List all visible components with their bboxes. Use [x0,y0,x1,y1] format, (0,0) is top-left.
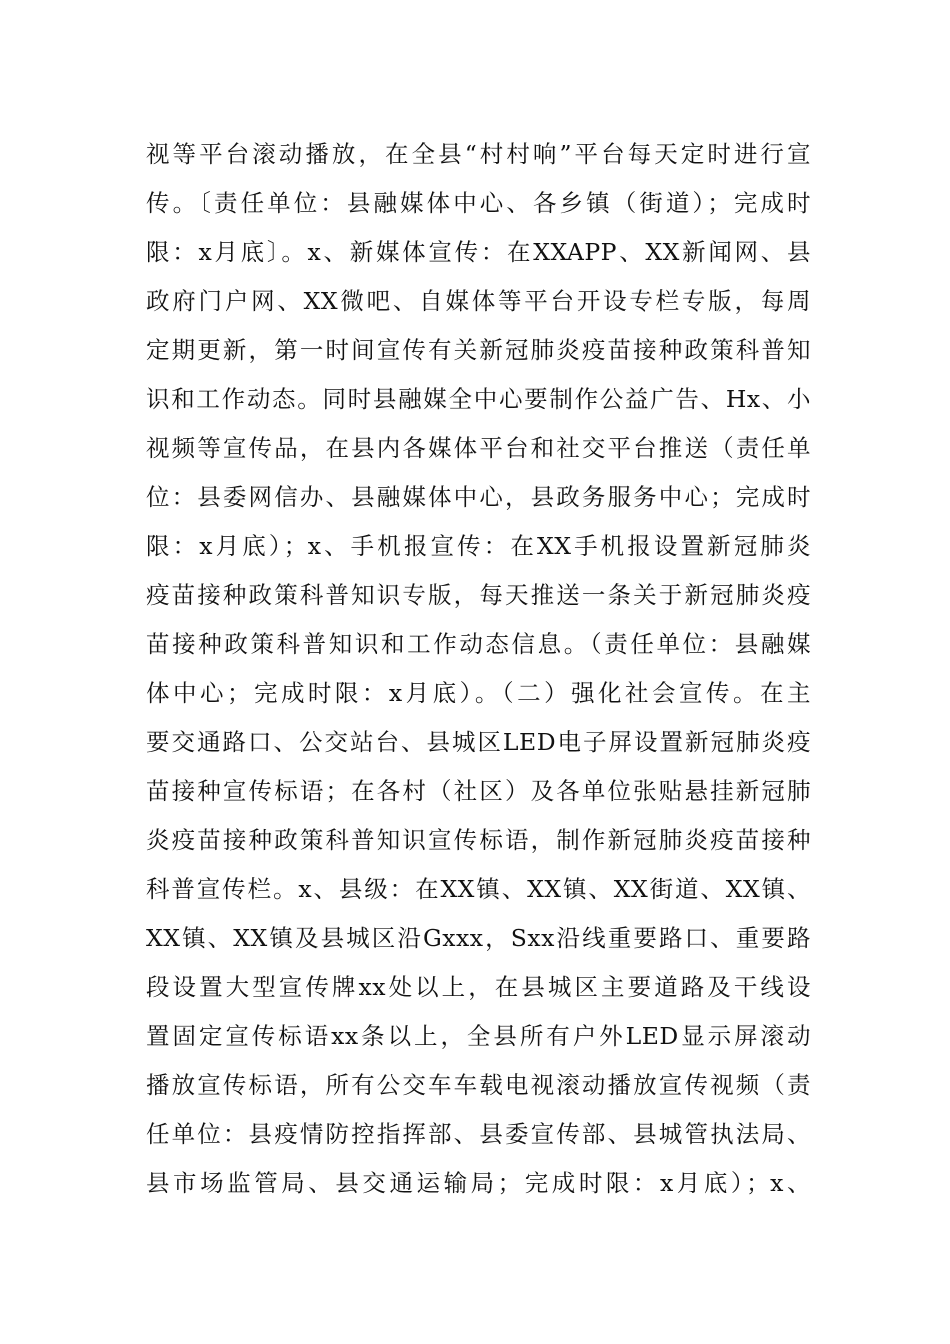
text-line: 苗接种政策科普知识和工作动态信息。（责任单位：县融媒 [146,630,811,658]
text-line: 传。〔责任单位：县融媒体中心、各乡镇（街道）；完成时 [146,189,811,217]
text-line: 视等平台滚动播放，在全县“村村响”平台每天定时进行宣 [146,140,811,168]
body-text [146,130,811,1208]
text-line: 限：x月底）；x、手机报宣传：在XX手机报设置新冠肺炎 [146,532,811,560]
text-line: 县市场监管局、县交通运输局；完成时限：x月底）；x、 [146,1169,811,1197]
text-line: 疫苗接种政策科普知识专版，每天推送一条关于新冠肺炎疫 [146,581,811,609]
text-line: XX镇、XX镇及县城区沿Gxxx，Sxx沿线重要路口、重要路 [146,924,811,952]
text-line: 科普宣传栏。x、县级：在XX镇、XX镇、XX街道、XX镇、 [146,875,811,903]
text-line: 播放宣传标语，所有公交车车载电视滚动播放宣传视频（责 [146,1071,811,1099]
text-line: 段设置大型宣传牌xx处以上，在县城区主要道路及干线设 [146,973,811,1001]
text-line: 炎疫苗接种政策科普知识宣传标语，制作新冠肺炎疫苗接种 [146,826,811,854]
text-line: 苗接种宣传标语；在各村（社区）及各单位张贴悬挂新冠肺 [146,777,811,805]
text-line: 体中心；完成时限：x月底）。（二）强化社会宣传。在主 [146,679,811,707]
text-line: 定期更新，第一时间宣传有关新冠肺炎疫苗接种政策科普知 [146,336,811,364]
text-line: 要交通路口、公交站台、县城区LED电子屏设置新冠肺炎疫 [146,728,811,756]
text-line: 视频等宣传品，在县内各媒体平台和社交平台推送（责任单 [146,434,811,462]
text-line: 识和工作动态。同时县融媒全中心要制作公益广告、Hx、小 [146,385,811,413]
text-line: 置固定宣传标语xx条以上，全县所有户外LED显示屏滚动 [146,1022,811,1050]
text-line: 限：x月底〕。x、新媒体宣传：在XXAPP、XX新闻网、县 [146,238,811,266]
text-line: 政府门户网、XX微吧、自媒体等平台开设专栏专版，每周 [146,287,811,315]
text-line: 任单位：县疫情防控指挥部、县委宣传部、县城管执法局、 [146,1120,811,1148]
text-line: 位：县委网信办、县融媒体中心，县政务服务中心；完成时 [146,483,811,511]
